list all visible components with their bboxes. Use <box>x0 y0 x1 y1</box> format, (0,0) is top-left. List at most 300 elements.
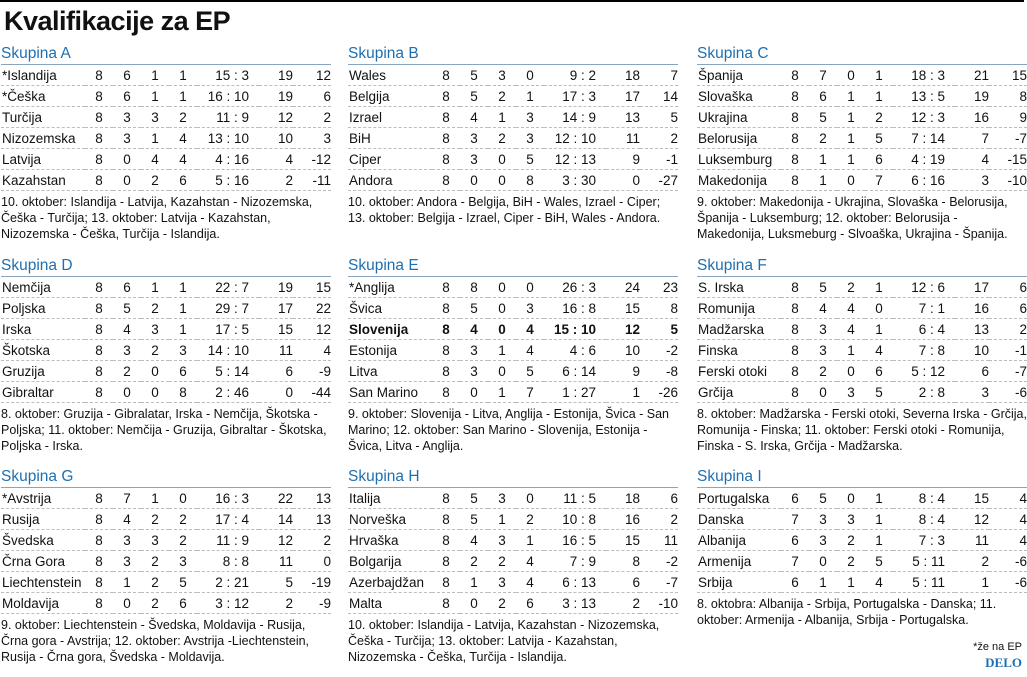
cell-losses: 1 <box>169 298 197 319</box>
cell-goals: 4 : 16 <box>197 149 259 170</box>
cell-goal-diff: 4 <box>293 340 331 361</box>
cell-team: Črna Gora <box>1 551 85 572</box>
cell-points: 21 <box>955 65 989 86</box>
cell-played: 8 <box>781 170 809 191</box>
cell-wins: 0 <box>809 551 837 572</box>
table-row <box>348 319 678 340</box>
table-row <box>348 509 678 530</box>
cell-goals: 9 : 2 <box>544 65 606 86</box>
cell-played: 8 <box>85 488 113 509</box>
cell-team: Romunija <box>697 298 781 319</box>
cell-goals: 29 : 7 <box>197 298 259 319</box>
cell-wins: 3 <box>113 128 141 149</box>
cell-played: 8 <box>781 107 809 128</box>
cell-draws: 1 <box>141 65 169 86</box>
cell-team: Srbija <box>697 572 781 593</box>
cell-played: 8 <box>432 593 460 614</box>
fixtures-text: 10. oktober: Islandija - Latvija, Kazahstan - Nizozemska, Češka - Turčija; 13. oktober: Latvija - Kazahstan, Nizozemska - Češka, Turčija - Islandija. <box>1 195 313 241</box>
cell-draws: 0 <box>141 361 169 382</box>
cell-draws: 1 <box>141 128 169 149</box>
cell-goal-diff: 2 <box>293 107 331 128</box>
cell-played: 6 <box>781 488 809 509</box>
cell-draws: 1 <box>488 382 516 403</box>
cell-played: 8 <box>85 149 113 170</box>
cell-wins: 1 <box>809 572 837 593</box>
cell-goal-diff: 2 <box>293 530 331 551</box>
cell-goals: 4 : 6 <box>544 340 606 361</box>
fixtures-text: 8. oktober: Gruzija - Gibralatar, Irska - Nemčija, Škotska - Poljska; 11. oktober: Nemčija - Gruzija, Gibraltar - Škotska, Poljska - Irska. <box>1 407 327 453</box>
cell-goals: 5 : 12 <box>893 361 955 382</box>
cell-losses: 1 <box>865 319 893 340</box>
cell-losses: 6 <box>865 361 893 382</box>
cell-team: Danska <box>697 509 781 530</box>
cell-goal-diff: -12 <box>293 149 331 170</box>
cell-played: 8 <box>781 86 809 107</box>
cell-wins: 0 <box>113 382 141 403</box>
cell-goals: 18 : 3 <box>893 65 955 86</box>
cell-points: 0 <box>606 170 640 191</box>
cell-played: 8 <box>85 86 113 107</box>
cell-losses: 5 <box>865 128 893 149</box>
table-row <box>348 170 678 191</box>
cell-played: 8 <box>781 149 809 170</box>
table-row <box>1 277 331 298</box>
cell-played: 8 <box>432 509 460 530</box>
cell-points: 0 <box>259 382 293 403</box>
cell-points: 9 <box>606 361 640 382</box>
cell-wins: 3 <box>113 340 141 361</box>
cell-played: 8 <box>432 551 460 572</box>
table-row <box>1 65 331 86</box>
cell-goals: 2 : 8 <box>893 382 955 403</box>
table-row <box>697 298 1027 319</box>
cell-goal-diff: -7 <box>989 128 1027 149</box>
cell-team: Belgija <box>348 86 432 107</box>
table-row <box>348 593 678 614</box>
cell-losses: 6 <box>169 361 197 382</box>
cell-played: 8 <box>432 128 460 149</box>
cell-goals: 14 : 10 <box>197 340 259 361</box>
fixtures-text: 10. oktober: Andora - Belgija, BiH - Wales, Izrael - Ciper; 13. oktober: Belgija - Izrael, Ciper - BiH, Wales - Andora. <box>348 195 661 225</box>
cell-points: 4 <box>955 149 989 170</box>
cell-losses: 1 <box>516 530 544 551</box>
cell-losses: 4 <box>169 128 197 149</box>
cell-wins: 4 <box>113 509 141 530</box>
cell-goal-diff: 9 <box>989 107 1027 128</box>
cell-draws: 0 <box>837 65 865 86</box>
cell-points: 11 <box>259 551 293 572</box>
table-row <box>1 149 331 170</box>
fixtures-text: 9. oktober: Makedonija - Ukrajina, Slovaška - Belorusija, Španija - Luksemburg; 12. oktober: Belorusija - Makedonija, Luksmeburg - Slvoaška, Ukrajina - Španija. <box>697 195 1008 241</box>
table-row <box>1 551 331 572</box>
cell-team: *Avstrija <box>1 488 85 509</box>
cell-wins: 3 <box>460 128 488 149</box>
cell-played: 7 <box>781 551 809 572</box>
cell-played: 8 <box>432 319 460 340</box>
cell-team: Makedonija <box>697 170 781 191</box>
cell-played: 8 <box>85 361 113 382</box>
cell-draws: 1 <box>488 509 516 530</box>
cell-goals: 4 : 19 <box>893 149 955 170</box>
cell-losses: 3 <box>169 340 197 361</box>
cell-goals: 1 : 27 <box>544 382 606 403</box>
cell-losses: 1 <box>169 277 197 298</box>
cell-team: Albanija <box>697 530 781 551</box>
cell-losses: 7 <box>516 382 544 403</box>
cell-goals: 14 : 9 <box>544 107 606 128</box>
cell-team: Andora <box>348 170 432 191</box>
cell-goal-diff: 5 <box>640 319 678 340</box>
cell-played: 8 <box>432 382 460 403</box>
cell-points: 19 <box>259 86 293 107</box>
table-row <box>348 65 678 86</box>
cell-losses: 1 <box>516 86 544 107</box>
group-1 <box>1 44 331 242</box>
group-3 <box>697 44 1027 242</box>
group-title: Skupina I <box>697 467 1027 488</box>
cell-losses: 1 <box>169 319 197 340</box>
cell-draws: 2 <box>837 277 865 298</box>
cell-team: Grčija <box>697 382 781 403</box>
cell-played: 8 <box>85 551 113 572</box>
cell-draws: 0 <box>837 488 865 509</box>
cell-played: 8 <box>781 65 809 86</box>
cell-team: Izrael <box>348 107 432 128</box>
cell-goal-diff: 12 <box>293 65 331 86</box>
table-row <box>1 170 331 191</box>
cell-team: *Češka <box>1 86 85 107</box>
cell-goals: 12 : 6 <box>893 277 955 298</box>
cell-draws: 4 <box>837 319 865 340</box>
cell-goal-diff: 2 <box>640 509 678 530</box>
cell-draws: 1 <box>837 572 865 593</box>
table-row <box>1 128 331 149</box>
table-row <box>697 340 1027 361</box>
cell-points: 6 <box>955 361 989 382</box>
cell-points: 17 <box>606 86 640 107</box>
group-title: Skupina F <box>697 256 1027 277</box>
cell-wins: 5 <box>809 488 837 509</box>
table-row <box>1 361 331 382</box>
cell-wins: 4 <box>460 107 488 128</box>
cell-goals: 13 : 5 <box>893 86 955 107</box>
cell-draws: 2 <box>141 572 169 593</box>
cell-played: 8 <box>432 572 460 593</box>
cell-played: 8 <box>432 298 460 319</box>
cell-losses: 4 <box>516 551 544 572</box>
cell-losses: 3 <box>516 298 544 319</box>
cell-points: 17 <box>955 277 989 298</box>
cell-goals: 8 : 8 <box>197 551 259 572</box>
cell-points: 15 <box>955 488 989 509</box>
cell-draws: 3 <box>141 530 169 551</box>
cell-losses: 8 <box>169 382 197 403</box>
footnote: *že na EP <box>973 641 1022 653</box>
cell-draws: 2 <box>837 530 865 551</box>
cell-wins: 0 <box>460 170 488 191</box>
cell-team: Luksemburg <box>697 149 781 170</box>
cell-points: 15 <box>606 530 640 551</box>
cell-team: Turčija <box>1 107 85 128</box>
cell-played: 6 <box>781 572 809 593</box>
table-row <box>697 149 1027 170</box>
cell-losses: 5 <box>516 361 544 382</box>
cell-draws: 2 <box>141 509 169 530</box>
cell-points: 4 <box>259 149 293 170</box>
cell-losses: 0 <box>169 488 197 509</box>
cell-wins: 3 <box>809 509 837 530</box>
cell-goals: 2 : 46 <box>197 382 259 403</box>
cell-goals: 16 : 8 <box>544 298 606 319</box>
cell-goals: 17 : 5 <box>197 319 259 340</box>
table-row <box>348 382 678 403</box>
cell-draws: 1 <box>488 340 516 361</box>
cell-played: 8 <box>432 107 460 128</box>
cell-played: 8 <box>85 530 113 551</box>
cell-points: 2 <box>955 551 989 572</box>
cell-points: 15 <box>259 319 293 340</box>
cell-goal-diff: -7 <box>640 572 678 593</box>
table-row <box>1 340 331 361</box>
cell-losses: 6 <box>516 593 544 614</box>
cell-losses: 6 <box>865 149 893 170</box>
cell-played: 8 <box>781 361 809 382</box>
cell-wins: 2 <box>460 551 488 572</box>
table-row <box>697 382 1027 403</box>
cell-team: Gruzija <box>1 361 85 382</box>
cell-played: 8 <box>85 509 113 530</box>
cell-wins: 0 <box>809 382 837 403</box>
cell-team: Malta <box>348 593 432 614</box>
table-row <box>697 170 1027 191</box>
cell-losses: 4 <box>865 572 893 593</box>
cell-played: 8 <box>432 361 460 382</box>
cell-wins: 2 <box>809 128 837 149</box>
cell-goals: 16 : 10 <box>197 86 259 107</box>
cell-losses: 6 <box>169 170 197 191</box>
standings-table <box>1 277 331 403</box>
cell-draws: 0 <box>488 361 516 382</box>
cell-draws: 2 <box>141 593 169 614</box>
cell-goal-diff: 12 <box>293 319 331 340</box>
cell-played: 8 <box>85 593 113 614</box>
cell-losses: 4 <box>516 340 544 361</box>
cell-goals: 15 : 10 <box>544 319 606 340</box>
cell-losses: 4 <box>516 319 544 340</box>
cell-wins: 3 <box>460 340 488 361</box>
group-title: Skupina B <box>348 44 678 65</box>
cell-team: Moldavija <box>1 593 85 614</box>
fixtures-text: 9. oktober: Liechtenstein - Švedska, Moldavija - Rusija, Črna gora - Avstrija; 12. oktober: Avstrija -Liechtenstein, Rusija - Črna gora, Švedska - Moldavija. <box>1 618 310 664</box>
cell-goals: 3 : 30 <box>544 170 606 191</box>
cell-draws: 1 <box>141 86 169 107</box>
cell-draws: 3 <box>488 65 516 86</box>
cell-played: 8 <box>432 530 460 551</box>
cell-played: 8 <box>781 319 809 340</box>
cell-losses: 2 <box>169 509 197 530</box>
cell-draws: 3 <box>837 509 865 530</box>
cell-team: Portugalska <box>697 488 781 509</box>
cell-points: 11 <box>259 340 293 361</box>
cell-draws: 1 <box>837 86 865 107</box>
delo-logo: DELO <box>985 655 1022 670</box>
cell-goals: 8 : 4 <box>893 509 955 530</box>
cell-goal-diff: 0 <box>293 551 331 572</box>
cell-wins: 3 <box>113 107 141 128</box>
cell-goal-diff: 11 <box>640 530 678 551</box>
standings-table <box>697 488 1027 593</box>
cell-wins: 2 <box>809 361 837 382</box>
cell-draws: 0 <box>488 149 516 170</box>
cell-goals: 16 : 5 <box>544 530 606 551</box>
table-row <box>348 530 678 551</box>
cell-points: 13 <box>606 107 640 128</box>
cell-goal-diff: -15 <box>989 149 1027 170</box>
cell-team: Poljska <box>1 298 85 319</box>
cell-losses: 1 <box>169 65 197 86</box>
cell-wins: 6 <box>113 86 141 107</box>
cell-goals: 6 : 16 <box>893 170 955 191</box>
cell-draws: 3 <box>141 107 169 128</box>
cell-draws: 1 <box>488 107 516 128</box>
cell-draws: 0 <box>488 319 516 340</box>
cell-points: 9 <box>606 149 640 170</box>
cell-wins: 3 <box>460 361 488 382</box>
cell-points: 16 <box>955 107 989 128</box>
cell-draws: 3 <box>141 319 169 340</box>
cell-goals: 7 : 3 <box>893 530 955 551</box>
cell-wins: 3 <box>113 530 141 551</box>
cell-wins: 5 <box>460 298 488 319</box>
cell-wins: 2 <box>113 361 141 382</box>
cell-goal-diff: -10 <box>640 593 678 614</box>
cell-goal-diff: -2 <box>640 340 678 361</box>
cell-points: 2 <box>259 593 293 614</box>
cell-wins: 3 <box>809 319 837 340</box>
cell-wins: 0 <box>460 382 488 403</box>
cell-draws: 3 <box>488 488 516 509</box>
cell-played: 8 <box>781 382 809 403</box>
cell-losses: 1 <box>865 509 893 530</box>
table-row <box>1 530 331 551</box>
cell-draws: 1 <box>141 277 169 298</box>
cell-wins: 5 <box>113 298 141 319</box>
cell-losses: 8 <box>516 170 544 191</box>
cell-goal-diff: 6 <box>640 488 678 509</box>
fixtures-text: 8. oktobra: Albanija - Srbija, Portugalska - Danska; 11. oktober: Armenija - Albanija, Srbija - Portugalska. <box>697 597 997 627</box>
cell-goal-diff: 13 <box>293 509 331 530</box>
cell-played: 8 <box>432 488 460 509</box>
cell-team: Ukrajina <box>697 107 781 128</box>
cell-draws: 2 <box>488 86 516 107</box>
cell-draws: 2 <box>141 298 169 319</box>
cell-points: 22 <box>259 488 293 509</box>
cell-goals: 3 : 12 <box>197 593 259 614</box>
cell-draws: 1 <box>837 128 865 149</box>
cell-team: Finska <box>697 340 781 361</box>
table-row <box>697 277 1027 298</box>
cell-team: Latvija <box>1 149 85 170</box>
fixtures-text: 10. oktober: Islandija - Latvija, Kazahstan - Nizozemska, Češka - Turčija; 13. oktober: Latvija - Kazahstan, Nizozemska - Češka, Turčija - Islandija. <box>348 618 660 664</box>
cell-points: 14 <box>259 509 293 530</box>
cell-goal-diff: -6 <box>989 382 1027 403</box>
cell-draws: 0 <box>488 298 516 319</box>
cell-goal-diff: 13 <box>293 488 331 509</box>
cell-goals: 6 : 14 <box>544 361 606 382</box>
cell-points: 8 <box>606 551 640 572</box>
top-rule <box>0 0 1024 2</box>
cell-losses: 2 <box>169 530 197 551</box>
cell-points: 19 <box>259 65 293 86</box>
cell-losses: 0 <box>516 488 544 509</box>
cell-losses: 1 <box>865 530 893 551</box>
cell-losses: 1 <box>865 277 893 298</box>
cell-wins: 4 <box>460 530 488 551</box>
table-row <box>1 86 331 107</box>
cell-draws: 0 <box>488 170 516 191</box>
cell-goal-diff: 23 <box>640 277 678 298</box>
cell-losses: 2 <box>516 509 544 530</box>
cell-points: 18 <box>606 65 640 86</box>
group-title: Skupina C <box>697 44 1027 65</box>
cell-losses: 0 <box>865 298 893 319</box>
table-row <box>697 572 1027 593</box>
group-title: Skupina H <box>348 467 678 488</box>
cell-losses: 7 <box>865 170 893 191</box>
table-row <box>697 488 1027 509</box>
cell-losses: 1 <box>865 65 893 86</box>
table-row <box>697 319 1027 340</box>
table-row <box>348 128 678 149</box>
table-row <box>697 509 1027 530</box>
cell-team: Liechtenstein <box>1 572 85 593</box>
cell-draws: 4 <box>141 149 169 170</box>
cell-draws: 2 <box>141 340 169 361</box>
cell-goals: 5 : 16 <box>197 170 259 191</box>
group-4 <box>1 256 331 454</box>
cell-losses: 6 <box>169 593 197 614</box>
cell-points: 12 <box>259 107 293 128</box>
cell-team: Estonija <box>348 340 432 361</box>
cell-wins: 1 <box>809 149 837 170</box>
standings-table <box>348 65 678 191</box>
cell-goals: 6 : 4 <box>893 319 955 340</box>
cell-played: 8 <box>85 277 113 298</box>
cell-wins: 4 <box>460 319 488 340</box>
cell-goals: 13 : 10 <box>197 128 259 149</box>
standings-table <box>697 65 1027 191</box>
fixtures-text: 9. oktober: Slovenija - Litva, Anglija - Estonija, Švica - San Marino; 12. oktober: San Marino - Slovenija, Estonija - Švica, Litva - Anglija. <box>348 407 669 453</box>
table-row <box>348 340 678 361</box>
table-row <box>697 86 1027 107</box>
cell-team: Slovenija <box>348 319 432 340</box>
cell-goal-diff: -6 <box>989 551 1027 572</box>
cell-wins: 3 <box>460 149 488 170</box>
cell-wins: 6 <box>113 277 141 298</box>
cell-points: 16 <box>606 509 640 530</box>
cell-goals: 10 : 8 <box>544 509 606 530</box>
cell-losses: 1 <box>865 86 893 107</box>
cell-draws: 3 <box>488 530 516 551</box>
table-row <box>348 86 678 107</box>
cell-played: 8 <box>85 382 113 403</box>
cell-goal-diff: 22 <box>293 298 331 319</box>
cell-played: 8 <box>432 149 460 170</box>
cell-draws: 2 <box>141 170 169 191</box>
cell-wins: 5 <box>460 488 488 509</box>
cell-draws: 0 <box>488 277 516 298</box>
cell-played: 8 <box>85 65 113 86</box>
